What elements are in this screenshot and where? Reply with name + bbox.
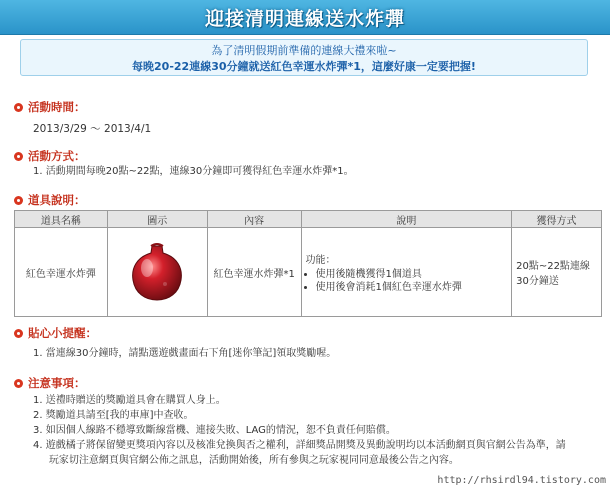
section-heading-method — [14, 148, 86, 164]
intro-line-2: 每晚20-22連線30分鐘就送紅色幸運水炸彈*1，這麼好康一定要把握! — [132, 60, 476, 73]
bullet-icon — [14, 103, 23, 112]
desc-points — [316, 268, 508, 294]
section-heading-period — [14, 99, 86, 115]
table-header-row — [15, 211, 602, 228]
notes-item: 3. 如因個人線路不穩導致斷線當機、連接失敗、LAG的情況，恕不負責任何賠償。 — [33, 425, 396, 436]
item-name-cell: 紅色幸運水炸彈 — [15, 228, 108, 317]
method-heading-text: 活動方式： — [28, 149, 86, 163]
table-row — [15, 228, 602, 317]
notes-heading-text: 注意事項： — [28, 376, 86, 390]
notes-item: 玩家切注意網頁與官網公佈之訊息，活動開始後，所有參與之玩家視同同意最後公告之內容。 — [33, 455, 459, 466]
item-desc-cell — [301, 228, 512, 317]
bullet-icon — [14, 379, 23, 388]
notes-item: 1. 送禮時贈送的獎勵道具會在購買人身上。 — [33, 395, 226, 406]
notes-list — [33, 393, 566, 468]
item-icon-cell — [107, 228, 207, 317]
section-heading-tips — [14, 325, 97, 341]
bullet-icon — [14, 329, 23, 338]
col-header-desc: 說明 — [301, 211, 512, 228]
method-item: 1. 活動期間每晚20點~22點，連線30分鐘即可獲得紅色幸運水炸彈*1。 — [33, 166, 354, 177]
red-water-bomb-icon — [125, 240, 189, 304]
period-heading-text: 活動時間： — [28, 100, 86, 114]
intro-box — [20, 39, 588, 76]
item-how-cell: 20點~22點連線30分鐘送 — [512, 228, 602, 317]
banner-title: 迎接清明連線送水炸彈 — [204, 8, 405, 30]
bullet-icon — [14, 196, 23, 205]
col-header-content: 內容 — [207, 211, 301, 228]
tips-list — [33, 346, 336, 361]
items-heading-text: 道具說明： — [28, 193, 86, 207]
period-value: 2013/3/29 ～ 2013/4/1 — [33, 123, 152, 135]
notes-item: 2. 獎勵道具請至[我的車庫]中查收。 — [33, 410, 194, 421]
notes-item: 4. 遊戲橘子將保留變更獎項內容以及核准兌換與否之權利，詳細獎品開獎及異動說明均以本活動網頁與官網公告為準，請 — [33, 440, 566, 451]
item-content-cell: 紅色幸運水炸彈*1 — [207, 228, 301, 317]
col-header-how: 獲得方式 — [512, 211, 602, 228]
items-table — [14, 210, 602, 317]
tips-heading-text: 貼心小提醒： — [28, 326, 97, 340]
col-header-icon: 圖示 — [107, 211, 207, 228]
banner — [0, 0, 610, 35]
intro-line-1: 為了清明假期前準備的連線大禮來啦~ — [211, 44, 397, 57]
section-heading-notes — [14, 375, 86, 391]
watermark-url: http://rhsirdl94.tistory.com — [437, 475, 606, 486]
method-list — [33, 164, 354, 179]
desc-point: • 使用後隨機獲得1個道具 — [316, 268, 508, 281]
section-heading-items — [14, 192, 86, 208]
desc-point: • 使用後會消耗1個紅色幸運水炸彈 — [316, 281, 508, 294]
tips-item: 1. 當連線30分鐘時，請點選遊戲畫面右下角[迷你筆記]領取獎勵喔。 — [33, 348, 337, 359]
desc-title: 功能： — [305, 254, 336, 266]
col-header-name: 道具名稱 — [15, 211, 108, 228]
bullet-icon — [14, 152, 23, 161]
